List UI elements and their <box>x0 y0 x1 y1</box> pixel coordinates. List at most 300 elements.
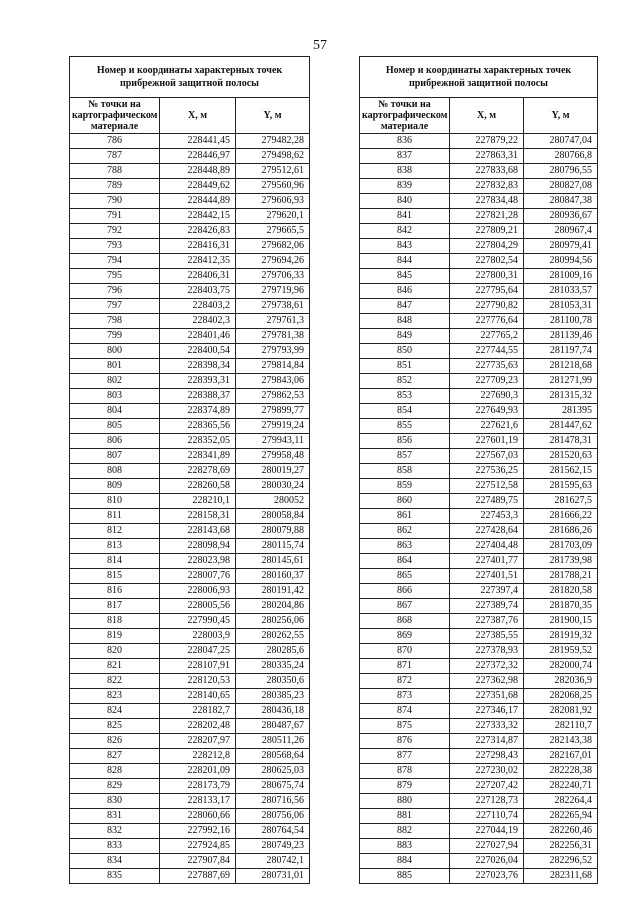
x-coordinate-cell: 227879,22 <box>450 134 524 149</box>
point-number-cell: 867 <box>360 599 450 614</box>
table-row <box>360 134 598 149</box>
x-coordinate-cell: 228426,83 <box>160 224 236 239</box>
point-number-cell: 793 <box>70 239 160 254</box>
table-row <box>360 599 598 614</box>
point-number-cell: 812 <box>70 524 160 539</box>
x-coordinate-cell: 228133,17 <box>160 794 236 809</box>
table-row <box>360 449 598 464</box>
y-coordinate-cell: 281686,26 <box>524 524 598 539</box>
table-row <box>70 479 310 494</box>
x-coordinate-cell: 228140,65 <box>160 689 236 704</box>
x-coordinate-cell: 227833,68 <box>450 164 524 179</box>
table-row <box>360 854 598 869</box>
y-coordinate-cell: 280749,23 <box>236 839 310 854</box>
x-coordinate-cell: 227489,75 <box>450 494 524 509</box>
x-coordinate-cell: 227026,04 <box>450 854 524 869</box>
point-number-cell: 823 <box>70 689 160 704</box>
x-coordinate-cell: 227832,83 <box>450 179 524 194</box>
table-row <box>360 824 598 839</box>
table-row <box>360 494 598 509</box>
point-number-cell: 803 <box>70 389 160 404</box>
table-row <box>360 734 598 749</box>
table-row <box>70 614 310 629</box>
y-coordinate-cell: 280262,55 <box>236 629 310 644</box>
x-coordinate-cell: 228441,45 <box>160 134 236 149</box>
y-coordinate-cell: 282110,7 <box>524 719 598 734</box>
y-coordinate-cell: 280511,26 <box>236 734 310 749</box>
table-row <box>360 509 598 524</box>
y-coordinate-cell: 282036,9 <box>524 674 598 689</box>
y-coordinate-cell: 282167,01 <box>524 749 598 764</box>
table-title: Номер и координаты характерных точек прибрежной защитной полосы <box>70 57 310 98</box>
x-coordinate-cell: 227314,87 <box>450 734 524 749</box>
point-number-cell: 856 <box>360 434 450 449</box>
table-row <box>70 314 310 329</box>
x-coordinate-cell: 228442,15 <box>160 209 236 224</box>
table-row <box>70 704 310 719</box>
x-coordinate-cell: 228210,1 <box>160 494 236 509</box>
coordinates-table-left <box>69 56 310 884</box>
point-number-cell: 835 <box>70 869 160 884</box>
point-number-cell: 820 <box>70 644 160 659</box>
x-coordinate-cell: 228107,91 <box>160 659 236 674</box>
y-coordinate-cell: 282143,38 <box>524 734 598 749</box>
table-row <box>360 629 598 644</box>
point-number-cell: 883 <box>360 839 450 854</box>
x-coordinate-cell: 227044,19 <box>450 824 524 839</box>
x-coordinate-cell: 227990,45 <box>160 614 236 629</box>
table-row <box>70 569 310 584</box>
x-coordinate-cell: 228403,75 <box>160 284 236 299</box>
column-header-y: Y, м <box>524 98 598 134</box>
y-coordinate-cell: 280625,03 <box>236 764 310 779</box>
point-number-cell: 884 <box>360 854 450 869</box>
point-number-cell: 844 <box>360 254 450 269</box>
column-header-x: X, м <box>160 98 236 134</box>
y-coordinate-cell: 282228,38 <box>524 764 598 779</box>
point-number-cell: 861 <box>360 509 450 524</box>
point-number-cell: 799 <box>70 329 160 344</box>
point-number-cell: 877 <box>360 749 450 764</box>
table-row <box>360 164 598 179</box>
x-coordinate-cell: 228098,94 <box>160 539 236 554</box>
table-row <box>360 389 598 404</box>
y-coordinate-cell: 279694,26 <box>236 254 310 269</box>
point-number-cell: 869 <box>360 629 450 644</box>
x-coordinate-cell: 228005,56 <box>160 599 236 614</box>
x-coordinate-cell: 228398,34 <box>160 359 236 374</box>
column-header-point: № точки на картографическом материале <box>70 98 160 134</box>
y-coordinate-cell: 280756,06 <box>236 809 310 824</box>
table-row <box>70 809 310 824</box>
y-coordinate-cell: 279512,61 <box>236 164 310 179</box>
point-number-cell: 860 <box>360 494 450 509</box>
point-number-cell: 863 <box>360 539 450 554</box>
y-coordinate-cell: 281139,46 <box>524 329 598 344</box>
y-coordinate-cell: 280285,6 <box>236 644 310 659</box>
point-number-cell: 874 <box>360 704 450 719</box>
point-number-cell: 824 <box>70 704 160 719</box>
y-coordinate-cell: 281739,98 <box>524 554 598 569</box>
x-coordinate-cell: 228406,31 <box>160 269 236 284</box>
x-coordinate-cell: 227601,19 <box>450 434 524 449</box>
point-number-cell: 851 <box>360 359 450 374</box>
y-coordinate-cell: 280115,74 <box>236 539 310 554</box>
point-number-cell: 853 <box>360 389 450 404</box>
point-number-cell: 815 <box>70 569 160 584</box>
table-row <box>360 809 598 824</box>
table-row <box>70 149 310 164</box>
y-coordinate-cell: 281271,99 <box>524 374 598 389</box>
table-row <box>70 374 310 389</box>
x-coordinate-cell: 227023,76 <box>450 869 524 884</box>
table-row <box>360 359 598 374</box>
x-coordinate-cell: 228448,89 <box>160 164 236 179</box>
point-number-cell: 789 <box>70 179 160 194</box>
point-number-cell: 871 <box>360 659 450 674</box>
table-title: Номер и координаты характерных точек прибрежной защитной полосы <box>360 57 598 98</box>
point-number-cell: 827 <box>70 749 160 764</box>
table-row <box>70 689 310 704</box>
point-number-cell: 818 <box>70 614 160 629</box>
x-coordinate-cell: 228278,69 <box>160 464 236 479</box>
point-number-cell: 795 <box>70 269 160 284</box>
table-row <box>360 194 598 209</box>
point-number-cell: 819 <box>70 629 160 644</box>
y-coordinate-cell: 281870,35 <box>524 599 598 614</box>
x-coordinate-cell: 227809,21 <box>450 224 524 239</box>
table-row <box>360 569 598 584</box>
table-row <box>70 434 310 449</box>
y-coordinate-cell: 282264,4 <box>524 794 598 809</box>
y-coordinate-cell: 281478,31 <box>524 434 598 449</box>
point-number-cell: 837 <box>360 149 450 164</box>
x-coordinate-cell: 228446,97 <box>160 149 236 164</box>
x-coordinate-cell: 227230,02 <box>450 764 524 779</box>
point-number-cell: 828 <box>70 764 160 779</box>
point-number-cell: 802 <box>70 374 160 389</box>
x-coordinate-cell: 227621,6 <box>450 419 524 434</box>
x-coordinate-cell: 227401,77 <box>450 554 524 569</box>
table-row <box>70 254 310 269</box>
point-number-cell: 864 <box>360 554 450 569</box>
table-row <box>360 674 598 689</box>
x-coordinate-cell: 227397,4 <box>450 584 524 599</box>
y-coordinate-cell: 280160,37 <box>236 569 310 584</box>
y-coordinate-cell: 281520,63 <box>524 449 598 464</box>
table-row <box>70 674 310 689</box>
y-coordinate-cell: 282000,74 <box>524 659 598 674</box>
x-coordinate-cell: 228402,3 <box>160 314 236 329</box>
point-number-cell: 832 <box>70 824 160 839</box>
point-number-cell: 829 <box>70 779 160 794</box>
table-row <box>360 764 598 779</box>
y-coordinate-cell: 280191,42 <box>236 584 310 599</box>
x-coordinate-cell: 228416,31 <box>160 239 236 254</box>
y-coordinate-cell: 280487,67 <box>236 719 310 734</box>
y-coordinate-cell: 281218,68 <box>524 359 598 374</box>
y-coordinate-cell: 280994,56 <box>524 254 598 269</box>
table-row <box>70 194 310 209</box>
x-coordinate-cell: 227776,64 <box>450 314 524 329</box>
x-coordinate-cell: 227821,28 <box>450 209 524 224</box>
table-row <box>360 314 598 329</box>
point-number-cell: 857 <box>360 449 450 464</box>
table-row <box>360 554 598 569</box>
x-coordinate-cell: 227387,76 <box>450 614 524 629</box>
y-coordinate-cell: 279719,96 <box>236 284 310 299</box>
point-number-cell: 849 <box>360 329 450 344</box>
point-number-cell: 822 <box>70 674 160 689</box>
point-number-cell: 868 <box>360 614 450 629</box>
point-number-cell: 862 <box>360 524 450 539</box>
table-row <box>70 299 310 314</box>
y-coordinate-cell: 279560,96 <box>236 179 310 194</box>
y-coordinate-cell: 280058,84 <box>236 509 310 524</box>
x-coordinate-cell: 228352,05 <box>160 434 236 449</box>
y-coordinate-cell: 280796,55 <box>524 164 598 179</box>
x-coordinate-cell: 228374,89 <box>160 404 236 419</box>
x-coordinate-cell: 227207,42 <box>450 779 524 794</box>
point-number-cell: 807 <box>70 449 160 464</box>
table-row <box>70 464 310 479</box>
table-row <box>70 329 310 344</box>
table-row <box>360 719 598 734</box>
table-row <box>70 779 310 794</box>
y-coordinate-cell: 280979,41 <box>524 239 598 254</box>
x-coordinate-cell: 227378,93 <box>450 644 524 659</box>
table-row <box>70 539 310 554</box>
point-number-cell: 847 <box>360 299 450 314</box>
y-coordinate-cell: 280764,54 <box>236 824 310 839</box>
point-number-cell: 878 <box>360 764 450 779</box>
x-coordinate-cell: 227512,58 <box>450 479 524 494</box>
y-coordinate-cell: 279793,99 <box>236 344 310 359</box>
table-row <box>360 299 598 314</box>
x-coordinate-cell: 227924,85 <box>160 839 236 854</box>
x-coordinate-cell: 228047,25 <box>160 644 236 659</box>
y-coordinate-cell: 281820,58 <box>524 584 598 599</box>
y-coordinate-cell: 280675,74 <box>236 779 310 794</box>
x-coordinate-cell: 227887,69 <box>160 869 236 884</box>
table-row <box>70 629 310 644</box>
point-number-cell: 808 <box>70 464 160 479</box>
table-row <box>360 149 598 164</box>
y-coordinate-cell: 280335,24 <box>236 659 310 674</box>
y-coordinate-cell: 280827,08 <box>524 179 598 194</box>
y-coordinate-cell: 280936,67 <box>524 209 598 224</box>
table-row <box>360 464 598 479</box>
point-number-cell: 806 <box>70 434 160 449</box>
x-coordinate-cell: 228182,7 <box>160 704 236 719</box>
point-number-cell: 814 <box>70 554 160 569</box>
x-coordinate-cell: 227690,3 <box>450 389 524 404</box>
point-number-cell: 792 <box>70 224 160 239</box>
x-coordinate-cell: 228007,76 <box>160 569 236 584</box>
x-coordinate-cell: 227404,48 <box>450 539 524 554</box>
table-row <box>360 329 598 344</box>
point-number-cell: 879 <box>360 779 450 794</box>
x-coordinate-cell: 228003,9 <box>160 629 236 644</box>
point-number-cell: 866 <box>360 584 450 599</box>
y-coordinate-cell: 279620,1 <box>236 209 310 224</box>
table-row <box>360 209 598 224</box>
x-coordinate-cell: 227362,98 <box>450 674 524 689</box>
table-row <box>360 779 598 794</box>
table-row <box>70 509 310 524</box>
y-coordinate-cell: 281595,63 <box>524 479 598 494</box>
point-number-cell: 875 <box>360 719 450 734</box>
y-coordinate-cell: 279919,24 <box>236 419 310 434</box>
table-row <box>360 284 598 299</box>
point-number-cell: 831 <box>70 809 160 824</box>
table-row <box>360 269 598 284</box>
x-coordinate-cell: 227765,2 <box>450 329 524 344</box>
table-body-right <box>360 134 598 884</box>
y-coordinate-cell: 280145,61 <box>236 554 310 569</box>
y-coordinate-cell: 281959,52 <box>524 644 598 659</box>
x-coordinate-cell: 228403,2 <box>160 299 236 314</box>
x-coordinate-cell: 227649,93 <box>450 404 524 419</box>
point-number-cell: 838 <box>360 164 450 179</box>
table-body-left <box>70 134 310 884</box>
y-coordinate-cell: 280030,24 <box>236 479 310 494</box>
point-number-cell: 816 <box>70 584 160 599</box>
point-number-cell: 800 <box>70 344 160 359</box>
point-number-cell: 843 <box>360 239 450 254</box>
point-number-cell: 885 <box>360 869 450 884</box>
table-row <box>360 644 598 659</box>
x-coordinate-cell: 228260,58 <box>160 479 236 494</box>
table-row <box>70 599 310 614</box>
x-coordinate-cell: 228158,31 <box>160 509 236 524</box>
point-number-cell: 791 <box>70 209 160 224</box>
y-coordinate-cell: 279706,33 <box>236 269 310 284</box>
point-number-cell: 846 <box>360 284 450 299</box>
table-row <box>70 179 310 194</box>
point-number-cell: 842 <box>360 224 450 239</box>
x-coordinate-cell: 227709,23 <box>450 374 524 389</box>
point-number-cell: 873 <box>360 689 450 704</box>
table-row <box>70 554 310 569</box>
table-row <box>360 419 598 434</box>
table-row <box>70 869 310 884</box>
x-coordinate-cell: 228023,98 <box>160 554 236 569</box>
x-coordinate-cell: 228365,56 <box>160 419 236 434</box>
y-coordinate-cell: 280568,64 <box>236 749 310 764</box>
table-row <box>70 164 310 179</box>
point-number-cell: 881 <box>360 809 450 824</box>
table-row <box>70 389 310 404</box>
y-coordinate-cell: 279862,53 <box>236 389 310 404</box>
x-coordinate-cell: 228449,62 <box>160 179 236 194</box>
table-row <box>360 704 598 719</box>
x-coordinate-cell: 227128,73 <box>450 794 524 809</box>
x-coordinate-cell: 228201,09 <box>160 764 236 779</box>
y-coordinate-cell: 281033,57 <box>524 284 598 299</box>
y-coordinate-cell: 279781,38 <box>236 329 310 344</box>
y-coordinate-cell: 279943,11 <box>236 434 310 449</box>
point-number-cell: 801 <box>70 359 160 374</box>
point-number-cell: 794 <box>70 254 160 269</box>
point-number-cell: 825 <box>70 719 160 734</box>
point-number-cell: 798 <box>70 314 160 329</box>
x-coordinate-cell: 227027,94 <box>450 839 524 854</box>
y-coordinate-cell: 281009,16 <box>524 269 598 284</box>
column-header-y: Y, м <box>236 98 310 134</box>
table-row <box>70 719 310 734</box>
y-coordinate-cell: 281919,32 <box>524 629 598 644</box>
y-coordinate-cell: 279682,06 <box>236 239 310 254</box>
table-row <box>70 419 310 434</box>
column-header-x: X, м <box>450 98 524 134</box>
x-coordinate-cell: 227372,32 <box>450 659 524 674</box>
x-coordinate-cell: 228393,31 <box>160 374 236 389</box>
y-coordinate-cell: 280079,88 <box>236 524 310 539</box>
table-row <box>70 449 310 464</box>
x-coordinate-cell: 228401,46 <box>160 329 236 344</box>
table-row <box>70 734 310 749</box>
x-coordinate-cell: 228400,54 <box>160 344 236 359</box>
x-coordinate-cell: 227804,29 <box>450 239 524 254</box>
x-coordinate-cell: 227992,16 <box>160 824 236 839</box>
page-number: 57 <box>313 38 327 53</box>
y-coordinate-cell: 281900,15 <box>524 614 598 629</box>
table-row <box>360 869 598 884</box>
y-coordinate-cell: 282265,94 <box>524 809 598 824</box>
x-coordinate-cell: 227800,31 <box>450 269 524 284</box>
y-coordinate-cell: 280847,38 <box>524 194 598 209</box>
x-coordinate-cell: 228412,35 <box>160 254 236 269</box>
point-number-cell: 809 <box>70 479 160 494</box>
y-coordinate-cell: 279761,3 <box>236 314 310 329</box>
point-number-cell: 836 <box>360 134 450 149</box>
x-coordinate-cell: 228212,8 <box>160 749 236 764</box>
point-number-cell: 821 <box>70 659 160 674</box>
x-coordinate-cell: 227351,68 <box>450 689 524 704</box>
y-coordinate-cell: 279738,61 <box>236 299 310 314</box>
x-coordinate-cell: 228444,89 <box>160 194 236 209</box>
x-coordinate-cell: 227735,63 <box>450 359 524 374</box>
table-row <box>360 584 598 599</box>
point-number-cell: 858 <box>360 464 450 479</box>
table-row <box>70 494 310 509</box>
y-coordinate-cell: 280716,56 <box>236 794 310 809</box>
table-row <box>70 209 310 224</box>
table-row <box>70 584 310 599</box>
table-row <box>70 239 310 254</box>
column-header-point: № точки на картографическом материале <box>360 98 450 134</box>
y-coordinate-cell: 281315,32 <box>524 389 598 404</box>
point-number-cell: 859 <box>360 479 450 494</box>
y-coordinate-cell: 280019,27 <box>236 464 310 479</box>
point-number-cell: 876 <box>360 734 450 749</box>
y-coordinate-cell: 280256,06 <box>236 614 310 629</box>
x-coordinate-cell: 227333,32 <box>450 719 524 734</box>
x-coordinate-cell: 227110,74 <box>450 809 524 824</box>
y-coordinate-cell: 281666,22 <box>524 509 598 524</box>
y-coordinate-cell: 280742,1 <box>236 854 310 869</box>
x-coordinate-cell: 228173,79 <box>160 779 236 794</box>
y-coordinate-cell: 280052 <box>236 494 310 509</box>
table-row <box>360 179 598 194</box>
x-coordinate-cell: 227907,84 <box>160 854 236 869</box>
table-row <box>360 839 598 854</box>
table-row <box>360 689 598 704</box>
y-coordinate-cell: 281703,09 <box>524 539 598 554</box>
point-number-cell: 854 <box>360 404 450 419</box>
y-coordinate-cell: 281395 <box>524 404 598 419</box>
